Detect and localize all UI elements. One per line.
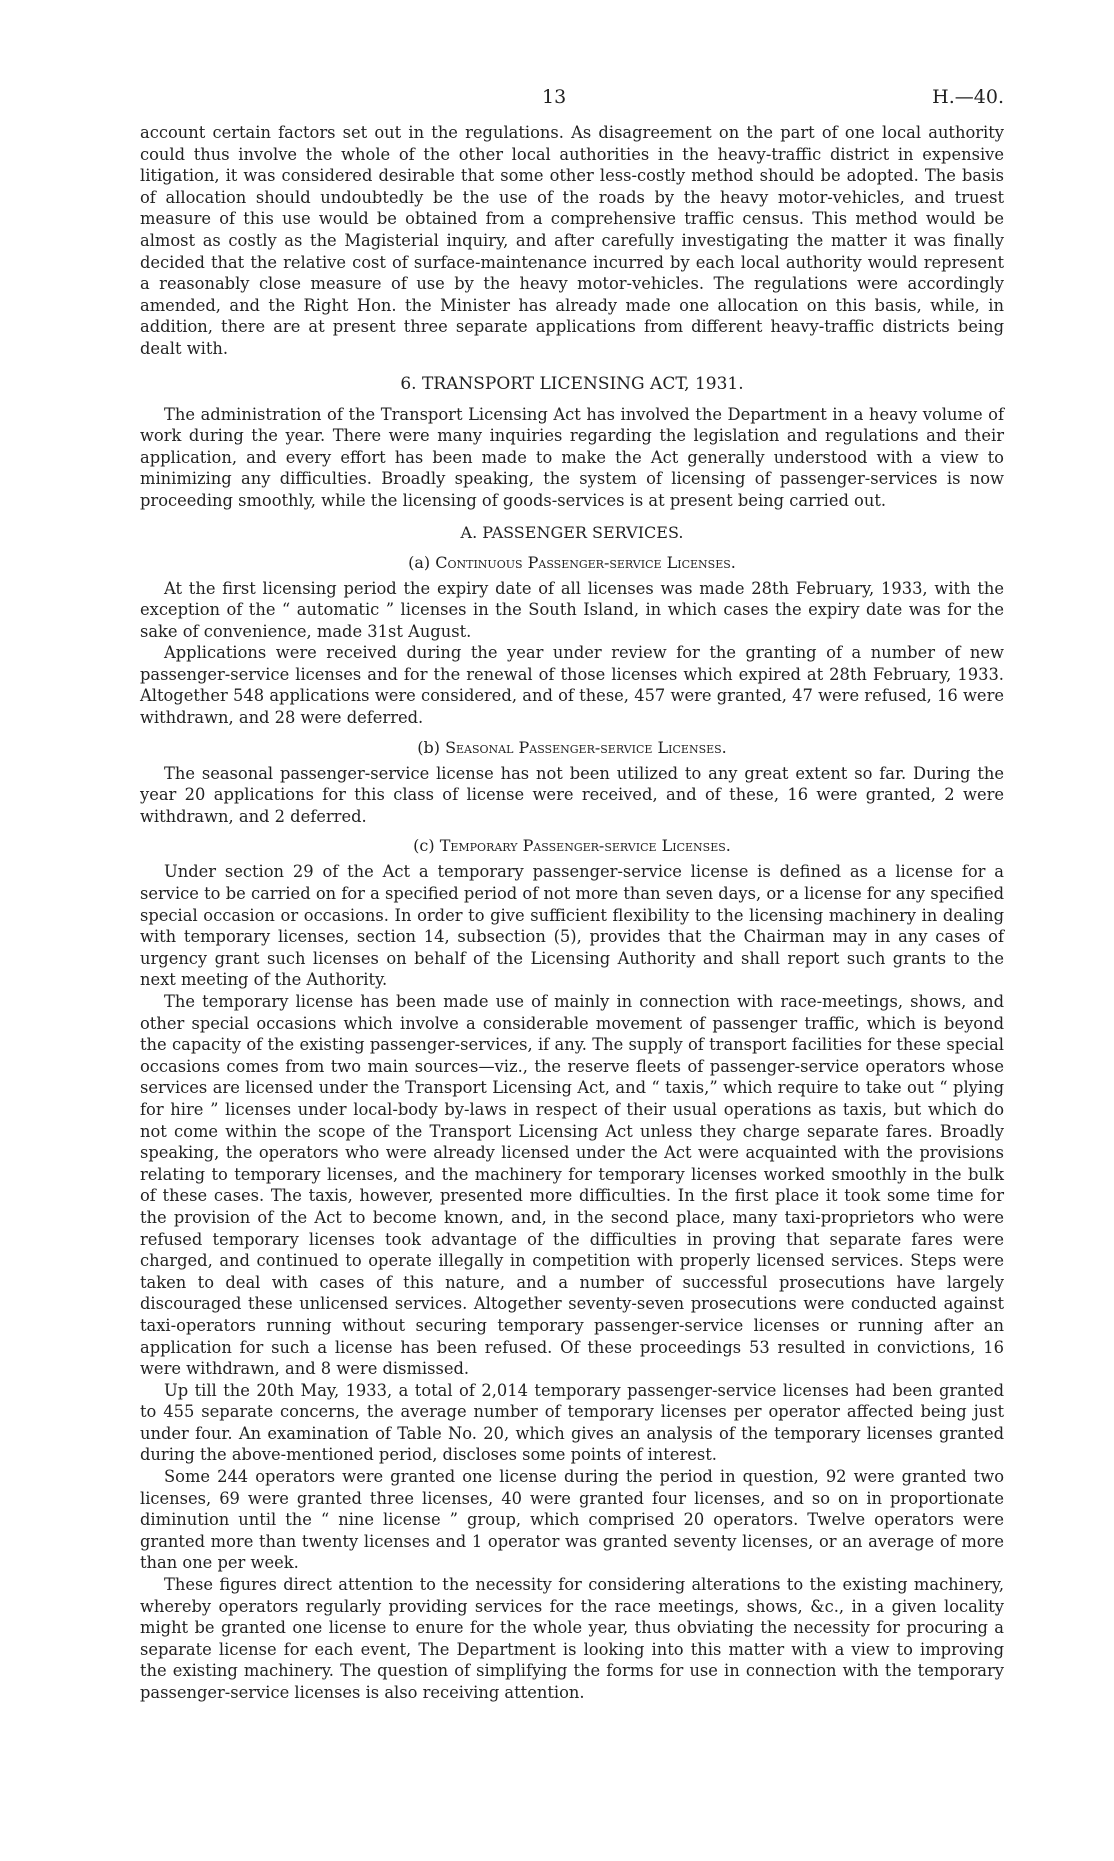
heading-continuous-licenses (140, 552, 1004, 574)
section6-paragraph: The administration of the Transport Licensing Act has involved the Department in a heavy volume of work during the year. There were many inquiries regarding the legislation and regulations and their application, and every effort has been made to make the Act generally understood with a view to minimizing any difficulties. Broadly speaking, the system of licensing of passenger-services is now proceeding smoothly, while the licensing of goods-services is at present being carried out. (140, 404, 1004, 510)
heading-label: (a) (408, 552, 431, 572)
page-header (140, 82, 1004, 122)
heading-seasonal-licenses (140, 737, 1004, 759)
intro-paragraph: account certain factors set out in the regulations. As disagreement on the part of one local authority could thus involve the whole of the other local authorities in the heavy-traffic district in expensive litigation, it was considered desirable that some other less-costly method should be adopted. The basis of allocation should undoubtedly be the use of the roads by the heavy motor-vehicles, and truest measure of this use would be obtained from a comprehensive traffic census. This method would be almost as costly as the Magisterial inquiry, and after carefully investigating the matter it was finally decided that the relative cost of surface-maintenance incurred by each local authority would represent a reasonably close measure of use by the heavy motor-vehicles. The regulations were accordingly amended, and the Right Hon. the Minister has already made one allocation on this basis, while, in addition, there are at present three separate applications from different heavy-traffic districts being dealt with. (140, 123, 1004, 358)
heading-title: Temporary Passenger-service Licenses. (439, 836, 731, 856)
continuous-paragraph-2: Applications were received during the year under review for the granting of a number of new passenger-service licenses and for the renewal of those licenses which expired at 28th February, 1933. Altogether 548 applications were considered, and of these, 457 were granted, 47 were refused, 16 were withdrawn, and 28 were deferred. (140, 643, 1004, 728)
seasonal-paragraph-1: The seasonal passenger-service license has not been utilized to any great extent so far. During the year 20 applications for this class of license were received, and of these, 16 were granted, 2 were withdrawn, and 2 deferred. (140, 763, 1004, 826)
document-page (140, 82, 1004, 1704)
heading-label: (b) (417, 737, 440, 757)
page-number: 13 (542, 86, 567, 108)
document-reference: H.—40. (932, 86, 1004, 108)
heading-label: (c) (413, 836, 435, 856)
heading-passenger-services: A. PASSENGER SERVICES. (460, 522, 684, 542)
heading-temporary-licenses (140, 835, 1004, 857)
temporary-paragraph-4: Some 244 operators were granted one license during the period in question, 92 were granted two licenses, 69 were granted three licenses, 40 were granted four licenses, and so on in proportionate diminution until the “ nine license ” group, which comprised 20 operators. Twelve operators were granted more than twenty licenses and 1 operator was granted seventy licenses, or an average of more than one per week. (140, 1467, 1004, 1573)
temporary-paragraph-3: Up till the 20th May, 1933, a total of 2,014 temporary passenger-service licenses had been granted to 455 separate concerns, the average number of temporary licenses per operator affected being just under four. An examination of Table No. 20, which gives an analysis of the temporary licenses granted during the above-mentioned period, discloses some points of interest. (140, 1380, 1004, 1465)
heading-title: Seasonal Passenger-service Licenses. (445, 737, 727, 757)
temporary-paragraph-1: Under section 29 of the Act a temporary passenger-service license is defined as a license for a service to be carried on for a specified period of not more than seven days, or a license for any specified special occasion or occasions. In order to give sufficient flexibility to the licensing machinery in dealing with temporary licenses, section 14, subsection (5), provides that the Chairman may in any cases of urgency grant such licenses on behalf of the Licensing Authority and shall report such grants to the next meeting of the Authority. (140, 862, 1004, 990)
continuous-paragraph-1: At the first licensing period the expiry date of all licenses was made 28th February, 1933, with the exception of the “ automatic ” licenses in the South Island, in which cases the expiry date was for the sake of convenience, made 31st August. (140, 578, 1004, 641)
temporary-paragraph-5: These figures direct attention to the necessity for considering alterations to the existing machinery, whereby operators regularly providing services for the race meetings, shows, &c., in a given locality might be granted one license to enure for the whole year, thus obviating the necessity for procuring a separate license for each event, The Department is looking into this matter with a view to improving the existing machinery. The question of simplifying the forms for use in connection with the temporary passenger-service licenses is also receiving attention. (140, 1575, 1004, 1702)
section-heading-transport-licensing-act: 6. TRANSPORT LICENSING ACT, 1931. (400, 373, 744, 394)
heading-title: Continuous Passenger-service Licenses. (435, 552, 736, 572)
temporary-paragraph-2: The temporary license has been made use of mainly in connection with race-meetings, shows, and other special occasions which involve a considerable movement of passenger traffic, which is beyond the capacity of the existing passenger-services, if any. The supply of transport facilities for these special occasions comes from two main sources—viz., the reserve fleets of passenger-service operators whose services are licensed under the Transport Licensing Act, and “ taxis,” which require to take out “ plying for hire ” licenses under local-body by-laws in respect of their usual operations as taxis, but which do not come within the scope of the Transport Licensing Act unless they charge separate fares. Broadly speaking, the operators who were already licensed under the Act were acquainted with the provisions relating to temporary licenses, and the machinery for temporary licenses worked smoothly in the bulk of these cases. The taxis, however, presented more difficulties. In the first place it took some time for the provision of the Act to become known, and, in the second place, many taxi-proprietors who were refused temporary licenses took advantage of the difficulties in proving that separate fares were charged, and continued to operate illegally in competition with properly licensed services. Steps were taken to deal with cases of this nature, and a number of successful prosecutions have largely discouraged these unlicensed services. Altogether seventy-seven prosecutions were conducted against taxi-operators running without securing temporary passenger-service licenses or running after an application for such a license has been refused. Of these proceedings 53 resulted in convictions, 16 were withdrawn, and 8 were dismissed. (140, 992, 1004, 1379)
